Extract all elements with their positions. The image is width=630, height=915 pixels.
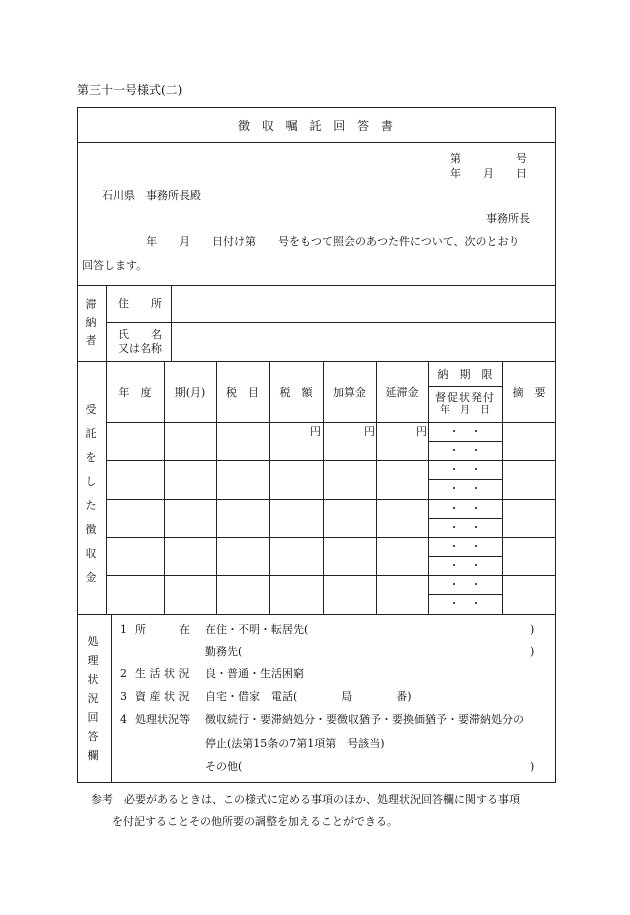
note-label: 参考 — [91, 793, 113, 806]
form-title: 徴 収 嘱 託 回 答 書 — [238, 119, 397, 133]
divider — [106, 285, 107, 361]
proc-label: 所 在 — [135, 623, 190, 636]
divider — [428, 556, 502, 557]
divider — [106, 537, 555, 538]
name-label-1: 氏 名 — [118, 328, 162, 341]
col-tax-item: 税 目 — [226, 386, 259, 399]
divider — [269, 361, 270, 614]
divider — [428, 479, 502, 480]
proc-close: ) — [530, 760, 535, 773]
date-line: 年 月 日 — [450, 167, 527, 180]
divider — [78, 285, 555, 286]
addressee: 石川県 事務所長殿 — [102, 189, 201, 202]
yen-unit: 円 — [416, 425, 427, 438]
divider — [376, 361, 377, 614]
proc-label: 生 活 状 況 — [135, 667, 190, 680]
note-line-1: 必要があるときは、この様式に定める事項のほか、処理状況回答欄に関する事項 — [124, 793, 520, 806]
divider — [428, 594, 502, 595]
entrusted-label: 受託をした徴収金 — [85, 403, 97, 584]
proc-content: 良・普通・生活困窮 — [205, 667, 304, 680]
note-line-2: を付記することその他所要の調整を加えることができる。 — [112, 815, 398, 828]
form-label: 第三十一号様式(二) — [77, 83, 183, 97]
date-dots: ・ ・ — [448, 578, 482, 591]
proc-close: ) — [530, 623, 535, 636]
divider — [106, 361, 107, 614]
date-dots: ・ ・ — [448, 559, 482, 572]
proc-content: 勤務先( — [205, 645, 243, 658]
proc-num: 3 — [120, 690, 127, 703]
divider — [111, 614, 112, 782]
col-due-group: 納 期 限 — [437, 368, 493, 381]
name-label-2: 又は名称 — [118, 342, 162, 355]
proc-label: 処理状況等 — [135, 713, 190, 726]
proc-label: 資 産 状 況 — [135, 690, 190, 703]
divider — [164, 361, 165, 614]
date-dots: ・ ・ — [448, 597, 482, 610]
number-line: 第 号 — [450, 152, 527, 165]
divider — [171, 285, 172, 361]
processing-label: 処理状況回答欄 — [87, 635, 99, 762]
date-dots: ・ ・ — [448, 425, 482, 438]
yen-unit: 円 — [310, 425, 321, 438]
divider — [78, 361, 555, 362]
proc-content: 停止(法第15条の7第1項第 号該当) — [205, 737, 385, 750]
proc-content: 徴収続行・要滞納処分・要徴収猶予・要換価猶予・要滞納処分の — [205, 713, 524, 726]
date-dots: ・ ・ — [448, 444, 482, 457]
divider — [78, 614, 555, 615]
proc-close: ) — [530, 645, 535, 658]
yen-unit: 円 — [364, 425, 375, 438]
proc-num: 4 — [120, 713, 127, 726]
date-dots: ・ ・ — [448, 463, 482, 476]
col-year: 年 度 — [118, 386, 152, 399]
divider — [428, 441, 502, 442]
date-dots: ・ ・ — [448, 482, 482, 495]
col-addition: 加算金 — [333, 386, 366, 399]
proc-num: 2 — [120, 667, 127, 680]
col-tax-amount: 税 額 — [279, 386, 313, 399]
proc-content: 在住・不明・転居先( — [205, 623, 309, 636]
sender: 事務所長 — [486, 212, 530, 225]
col-period: 期(月) — [174, 386, 206, 399]
divider — [106, 422, 555, 423]
delinquent-label: 滞納者 — [85, 298, 97, 347]
divider — [502, 361, 503, 614]
divider — [428, 518, 502, 519]
proc-num: 1 — [120, 623, 127, 636]
divider — [323, 361, 324, 614]
body-line-1: 年 月 日付け第 号をもつて照会のあつた件について、次のとおり — [146, 235, 520, 248]
address-label: 住 所 — [118, 297, 162, 310]
divider — [106, 460, 555, 461]
divider — [78, 142, 555, 143]
col-remarks: 摘 要 — [512, 386, 546, 399]
divider — [428, 386, 502, 387]
delegation-reply-form — [77, 107, 556, 783]
divider — [106, 322, 555, 323]
proc-content: その他( — [205, 760, 243, 773]
col-date-sub: 年 月 日 — [440, 405, 490, 416]
date-dots: ・ ・ — [448, 502, 482, 515]
col-delay: 延滞金 — [385, 386, 419, 399]
proc-content: 自宅・借家 電話( 局 番) — [205, 690, 412, 703]
body-line-2: 回答します。 — [82, 259, 148, 272]
divider — [216, 361, 217, 614]
divider — [106, 575, 555, 576]
divider — [106, 499, 555, 500]
col-due-sub: 督促状発付 — [435, 391, 495, 404]
date-dots: ・ ・ — [448, 521, 482, 534]
date-dots: ・ ・ — [448, 540, 482, 553]
